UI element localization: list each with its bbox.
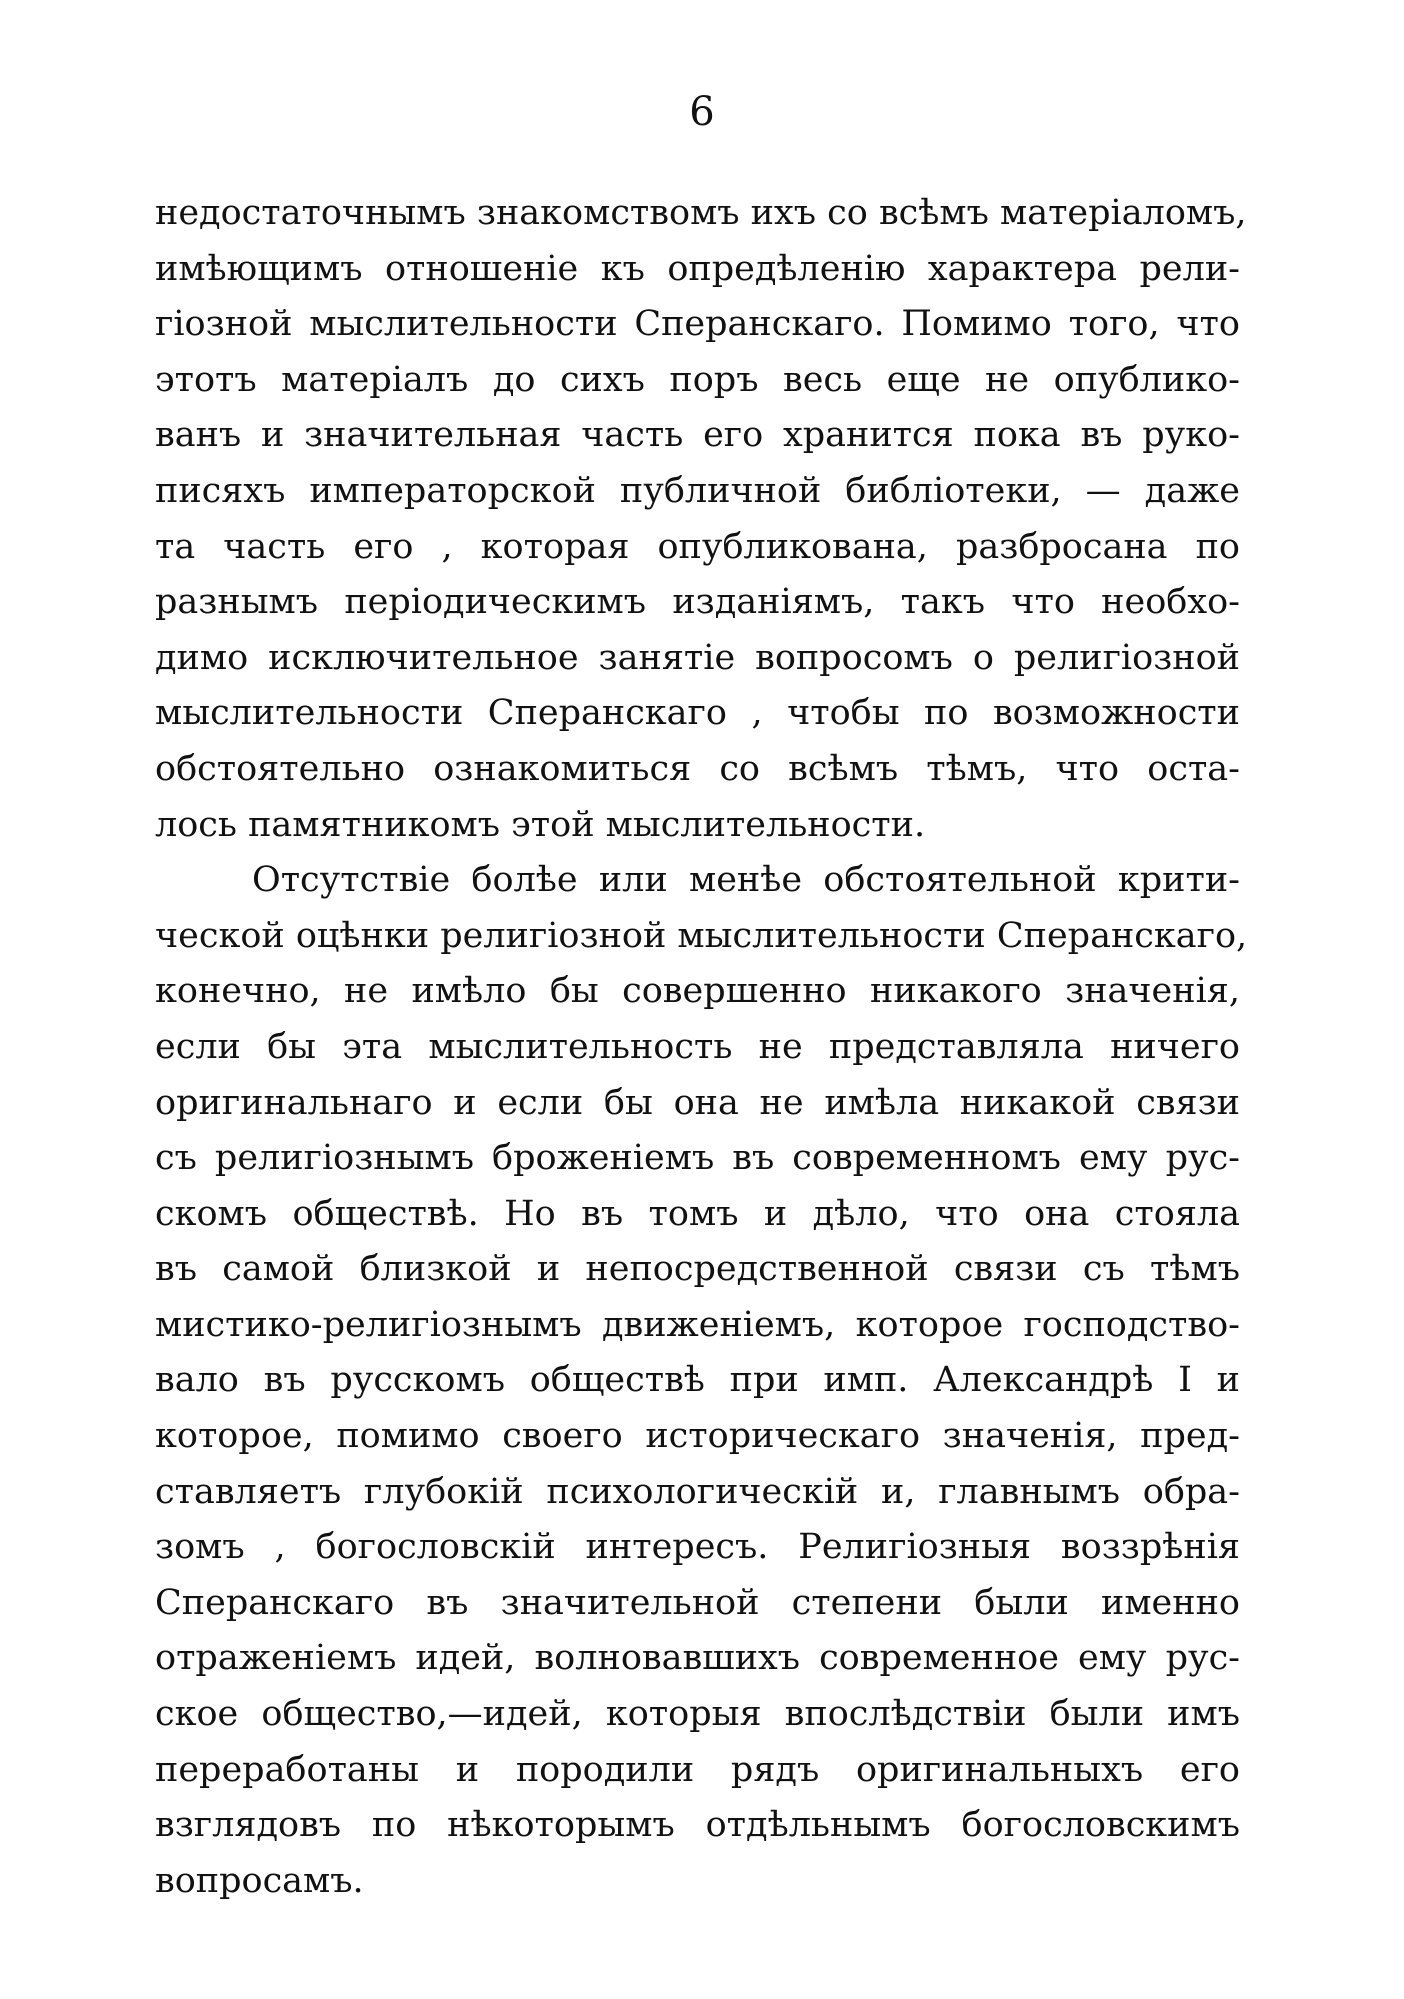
text-line: взглядовъ по нѣкоторымъ отдѣльнымъ богословскимъ xyxy=(155,1805,1240,1846)
text-line: ванъ и значительная часть его хранится пока въ руко- xyxy=(155,415,1240,456)
paragraph-2 xyxy=(155,853,1248,1909)
text-line: имѣющимъ отношеніе къ опредѣленію характера рели- xyxy=(155,248,1240,289)
text-line: ское общество,—идей, которыя впослѣдствіи были имъ xyxy=(155,1694,1240,1735)
text-line: обстоятельно ознакомиться со всѣмъ тѣмъ, что оста- xyxy=(155,748,1240,789)
text-line: ческой оцѣнки религіозной мыслительности Сперанскаго, xyxy=(155,915,1248,956)
text-line: вопросамъ. xyxy=(155,1860,364,1901)
text-line: зомъ , богословскій интересъ. Религіозныя воззрѣнія xyxy=(155,1527,1240,1568)
paragraph-1 xyxy=(155,186,1247,853)
text-line: разнымъ періодическимъ изданіямъ, такъ что необхо- xyxy=(155,582,1240,623)
page-number: 6 xyxy=(689,89,715,135)
text-line: отраженіемъ идей, волновавшихъ современное ему рус- xyxy=(155,1638,1240,1679)
text-line: которое, помимо своего историческаго значенія, пред- xyxy=(155,1416,1240,1457)
text-line: мыслительности Сперанскаго , чтобы по возможности xyxy=(155,693,1240,734)
body-text xyxy=(155,186,1248,1909)
text-line: недостаточнымъ знакомствомъ ихъ со всѣмъ матеріаломъ, xyxy=(155,193,1247,233)
text-line: ставляетъ глубокій психологическій и, главнымъ обра- xyxy=(155,1471,1240,1512)
text-line: Отсутствіе болѣе или менѣе обстоятельной крити- xyxy=(252,860,1240,901)
text-line: вало въ русскомъ обществѣ при имп. Александрѣ I и xyxy=(155,1360,1240,1401)
text-line: писяхъ императорской публичной библіотеки, — даже xyxy=(155,470,1240,511)
text-line: этотъ матеріалъ до сихъ поръ весь еще не опублико- xyxy=(155,359,1240,400)
text-line: скомъ обществѣ. Но въ томъ и дѣло, что она стояла xyxy=(155,1193,1240,1234)
text-line: димо исключительное занятіе вопросомъ о религіозной xyxy=(155,637,1240,678)
text-line: если бы эта мыслительность не представляла ничего xyxy=(155,1026,1240,1067)
text-line: мистико-религіознымъ движеніемъ, которое господство- xyxy=(155,1304,1240,1345)
text-line: оригинальнаго и если бы она не имѣла никакой связи xyxy=(155,1082,1240,1123)
text-line: конечно, не имѣло бы совершенно никакого значенія, xyxy=(155,971,1240,1012)
text-line: переработаны и породили рядъ оригинальныхъ его xyxy=(155,1749,1240,1790)
text-line: съ религіознымъ броженіемъ въ современномъ ему рус- xyxy=(155,1138,1240,1179)
text-line: Сперанскаго въ значительной степени были именно xyxy=(155,1582,1240,1623)
text-line: въ самой близкой и непосредственной связи съ тѣмъ xyxy=(155,1249,1240,1290)
text-line: та часть его , которая опубликована, разбросана по xyxy=(155,526,1240,567)
text-line: лось памятникомъ этой мыслительности. xyxy=(155,804,926,845)
text-line: гіозной мыслительности Сперанскаго. Помимо того, что xyxy=(155,304,1240,345)
